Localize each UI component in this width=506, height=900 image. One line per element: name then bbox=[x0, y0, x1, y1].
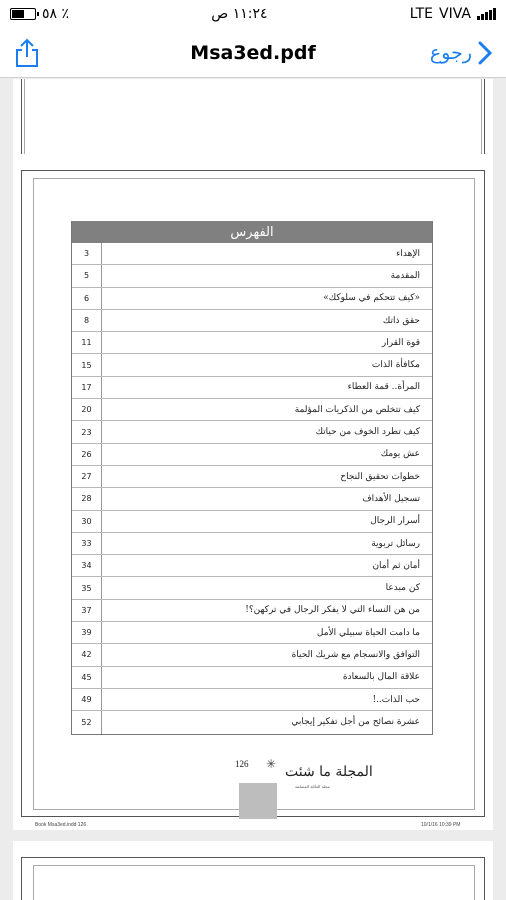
toc-row bbox=[72, 421, 432, 443]
toc-row bbox=[72, 243, 432, 265]
status-bar bbox=[0, 0, 506, 28]
toc-entry-page: 27 bbox=[72, 466, 102, 487]
toc-entry-page: 37 bbox=[72, 600, 102, 621]
battery-icon bbox=[10, 8, 36, 20]
toc-entry-page: 52 bbox=[72, 711, 102, 733]
toc-entry-page: 33 bbox=[72, 533, 102, 554]
toc-entry-title: كيف تطرد الخوف من حياتك bbox=[315, 427, 420, 438]
toc-entry-page: 17 bbox=[72, 377, 102, 398]
toc-entry-title: كن مبدعا bbox=[385, 583, 420, 594]
toc-row bbox=[72, 310, 432, 332]
toc-row bbox=[72, 555, 432, 577]
page-frame-inner bbox=[33, 865, 475, 900]
table-of-contents bbox=[71, 221, 433, 735]
toc-entry-page: 42 bbox=[72, 644, 102, 665]
toc-entry-title: المرأة.. قمة العطاء bbox=[347, 382, 420, 393]
toc-row bbox=[72, 600, 432, 622]
toc-entry-page: 5 bbox=[72, 265, 102, 286]
document-title: Msa3ed.pdf bbox=[190, 41, 316, 64]
toc-row bbox=[72, 511, 432, 533]
back-label: رجوع bbox=[429, 41, 472, 64]
toc-entry-title: من هن النساء التي لا يفكر الرجال في تركهن؟! bbox=[245, 605, 420, 616]
network-type: LTE bbox=[409, 6, 434, 22]
battery-percent: ٥٨ ٪ bbox=[42, 6, 70, 22]
toc-entry-page: 39 bbox=[72, 622, 102, 643]
toc-row bbox=[72, 399, 432, 421]
toc-entry-title: ما دامت الحياة سبيلي الأمل bbox=[316, 627, 420, 638]
toc-entry-page: 49 bbox=[72, 689, 102, 710]
chevron-right-icon bbox=[478, 41, 492, 65]
toc-entry-title: قوة القرار bbox=[381, 337, 420, 348]
toc-entry-title: التوافق والانسجام مع شريك الحياة bbox=[291, 649, 420, 660]
toc-entry-page: 20 bbox=[72, 399, 102, 420]
logo-subtitle: مجلة العائلة المسلمة bbox=[295, 784, 330, 789]
pdf-page-next bbox=[13, 841, 493, 900]
slug-left: Book Msa3ed.indd 126 bbox=[35, 822, 87, 828]
toc-entry-title: «كيف تتحكم في سلوكك» bbox=[323, 293, 420, 304]
toc-entry-page: 26 bbox=[72, 444, 102, 465]
carrier-name: VIVA bbox=[439, 6, 471, 22]
toc-entry-page: 23 bbox=[72, 421, 102, 442]
pdf-viewer[interactable] bbox=[0, 79, 506, 900]
toc-row bbox=[72, 488, 432, 510]
toc-entry-page: 8 bbox=[72, 310, 102, 331]
clock: ١١:٢٤ ص bbox=[211, 6, 268, 22]
toc-entry-page: 35 bbox=[72, 577, 102, 598]
toc-entry-title: أسرار الرجال bbox=[370, 516, 420, 527]
toc-row bbox=[72, 288, 432, 310]
signal-icon bbox=[477, 8, 496, 20]
toc-entry-title: أمان ثم أمان bbox=[372, 560, 420, 571]
status-left bbox=[10, 6, 69, 22]
toc-entry-page: 28 bbox=[72, 488, 102, 509]
toc-entry-page: 30 bbox=[72, 511, 102, 532]
toc-rows bbox=[72, 243, 432, 734]
share-icon[interactable] bbox=[14, 38, 40, 68]
toc-entry-page: 11 bbox=[72, 332, 102, 353]
status-right bbox=[410, 6, 496, 22]
toc-entry-page: 6 bbox=[72, 288, 102, 309]
page-number: 126 bbox=[235, 759, 249, 769]
toc-entry-page: 15 bbox=[72, 354, 102, 375]
back-button[interactable] bbox=[430, 41, 492, 65]
slug-right: 10/1/16 10:39 PM bbox=[421, 822, 461, 828]
star-ornament: ✳ bbox=[266, 757, 277, 771]
toc-entry-title: عشرة نصائح من أجل تفكير إيجابي bbox=[291, 717, 420, 728]
toc-row bbox=[72, 332, 432, 354]
battery-level bbox=[12, 10, 24, 18]
toc-entry-title: الإهداء bbox=[396, 248, 420, 259]
toc-row bbox=[72, 622, 432, 644]
toc-row bbox=[72, 689, 432, 711]
toc-entry-title: كيف تتخلص من الذكريات المؤلمة bbox=[294, 404, 420, 415]
toc-row bbox=[72, 577, 432, 599]
toc-row bbox=[72, 265, 432, 287]
toc-entry-title: تسجيل الأهداف bbox=[362, 493, 420, 504]
toc-row bbox=[72, 444, 432, 466]
toc-entry-page: 3 bbox=[72, 243, 102, 264]
toc-row bbox=[72, 667, 432, 689]
toc-entry-title: حقق ذاتك bbox=[382, 315, 420, 326]
toc-row bbox=[72, 377, 432, 399]
toc-row bbox=[72, 533, 432, 555]
toc-entry-title: مكافأة الذات bbox=[371, 360, 420, 371]
toc-entry-title: علاقة المال بالسعادة bbox=[342, 672, 420, 683]
toc-entry-page: 45 bbox=[72, 667, 102, 688]
toc-row bbox=[72, 354, 432, 376]
nav-bar bbox=[0, 28, 506, 78]
toc-header: الفهرس bbox=[72, 221, 432, 243]
toc-entry-title: خطوات تحقيق النجاح bbox=[340, 471, 420, 482]
binding-mark bbox=[239, 783, 277, 819]
toc-entry-title: المقدمة bbox=[390, 270, 420, 281]
toc-row bbox=[72, 644, 432, 666]
logo-text: المجلة ما شئت bbox=[285, 764, 373, 780]
toc-row bbox=[72, 711, 432, 733]
toc-entry-title: عش يومك bbox=[380, 449, 420, 460]
toc-entry-title: حب الذات..! bbox=[372, 694, 420, 705]
toc-row bbox=[72, 466, 432, 488]
pdf-page-current bbox=[13, 154, 493, 830]
toc-entry-page: 34 bbox=[72, 555, 102, 576]
toc-entry-title: رسائل تربوية bbox=[371, 538, 420, 549]
